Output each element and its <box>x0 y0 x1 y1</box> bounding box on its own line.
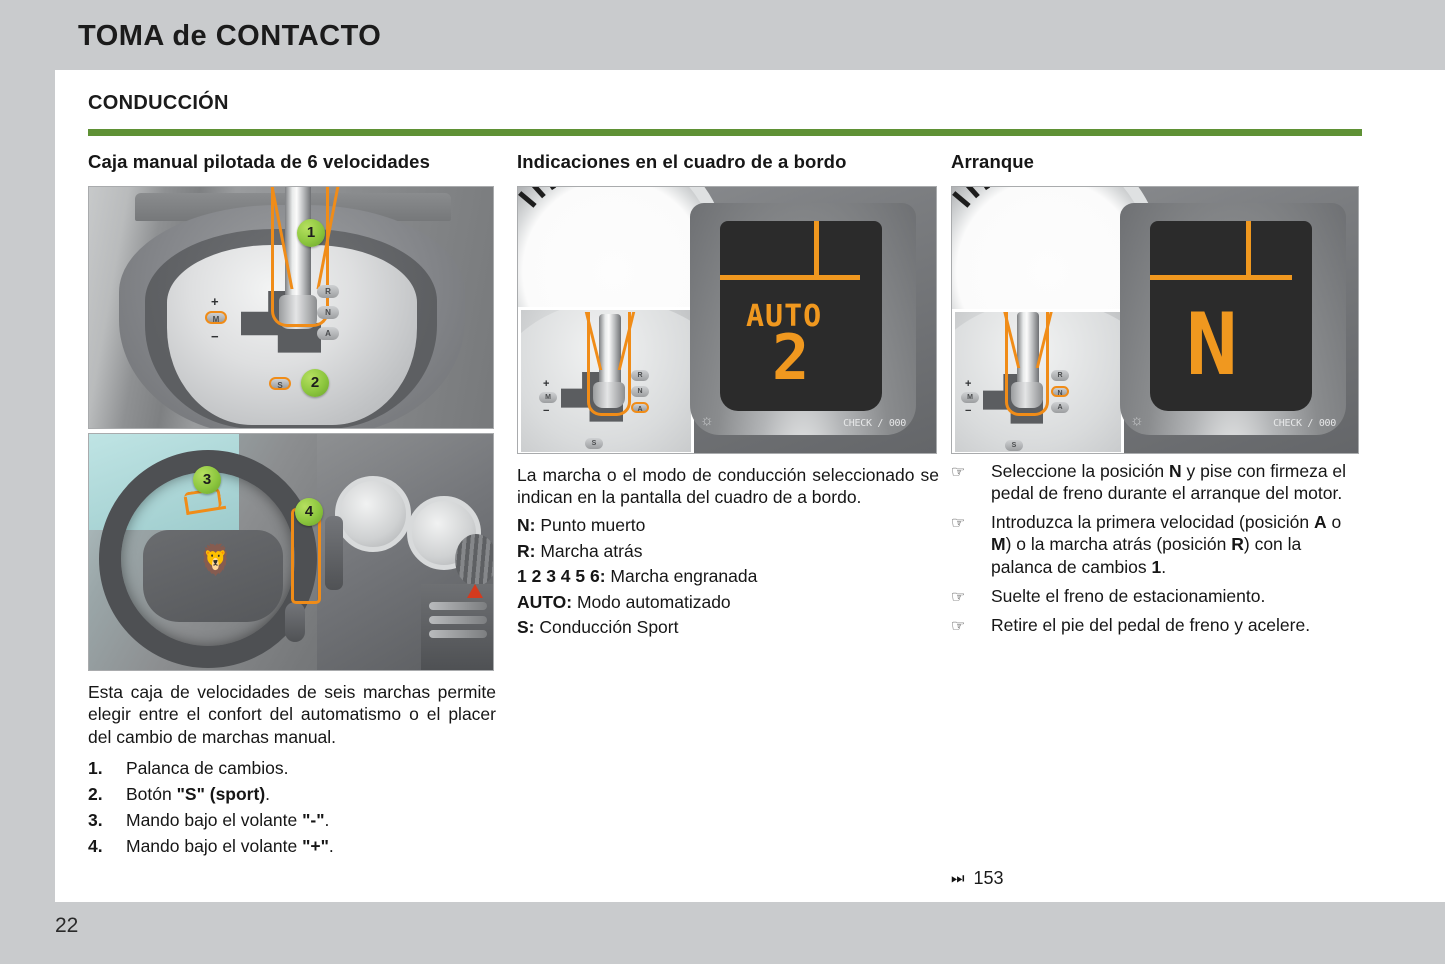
figure-cluster-display-auto <box>517 186 937 454</box>
manual-minus-sign: − <box>211 328 219 344</box>
inset-gate-label-r: R <box>1051 370 1069 381</box>
display-neutral-letter: N <box>1186 294 1238 395</box>
legend-text-3: Mando bajo el volante "-". <box>126 809 330 830</box>
display-gear-number: 2 <box>772 320 810 394</box>
pointing-hand-icon: ☞ <box>951 617 966 635</box>
peugeot-lion-logo: 🦁 <box>200 543 231 577</box>
display-vline <box>1246 221 1251 277</box>
startup-step-1-text: Seleccione la posición N y pise con firmeza el pedal de freno durante el arranque del motor. <box>991 460 1347 503</box>
lower-stalk <box>285 602 305 642</box>
figure-gear-lever-console <box>88 186 494 429</box>
legend-list <box>88 756 496 860</box>
display-housing <box>1120 203 1346 435</box>
legend-number-2: 2. <box>88 783 103 804</box>
callout-4: 4 <box>295 498 323 526</box>
def-desc-n: Punto muerto <box>535 515 646 536</box>
definition-item-auto <box>517 590 939 616</box>
display-check-text: CHECK / 000 <box>843 417 906 429</box>
column-left-heading: Caja manual pilotada de 6 velocidades <box>88 151 430 172</box>
pointing-hand-icon: ☞ <box>951 588 966 606</box>
brightness-icon: ☼ <box>700 411 714 429</box>
air-vent <box>455 534 494 586</box>
startup-step-2-text: Introduzca la primera velocidad (posición A o M) o la marcha atrás (posición R) con la palanca de cambios 1. <box>991 512 1342 577</box>
inset-gate-label-a: A <box>1051 402 1069 413</box>
pointing-hand-icon: ☞ <box>951 463 966 481</box>
cross-reference[interactable] <box>951 868 1004 889</box>
display-screen <box>1150 221 1312 411</box>
page-header <box>0 0 1445 70</box>
legend-item-3 <box>88 808 496 834</box>
section-heading: CONDUCCIÓN <box>88 92 229 114</box>
def-desc-r: Marcha atrás <box>535 540 643 561</box>
display-housing <box>690 203 916 435</box>
callout-1: 1 <box>297 219 325 247</box>
pointing-hand-icon: ☞ <box>951 515 966 533</box>
legend-text-2: Botón "S" (sport). <box>126 783 271 804</box>
def-term-s: S: <box>517 617 535 638</box>
column-middle-heading: Indicaciones en el cuadro de a bordo <box>517 151 847 172</box>
legend-number-4: 4. <box>88 835 103 856</box>
inset-gear-lever-auto <box>518 307 694 454</box>
definition-item-r <box>517 539 939 565</box>
def-term-auto: AUTO: <box>517 591 573 612</box>
def-desc-gears: Marcha engranada <box>605 566 758 587</box>
cross-reference-page: 153 <box>973 868 1004 888</box>
figure-cluster-display-neutral <box>951 186 1359 454</box>
inset-gate-label-n: N <box>631 386 649 397</box>
startup-step-4-text: Retire el pie del pedal de freno y acelere. <box>991 614 1311 635</box>
display-screen <box>720 221 882 411</box>
gate-label-a: A <box>317 327 339 340</box>
page-number: 22 <box>55 914 79 937</box>
manual-plus-sign: + <box>211 293 219 309</box>
brightness-icon: ☼ <box>1130 411 1144 429</box>
steering-column-stalk <box>325 516 343 590</box>
figure-steering-wheel <box>88 433 494 671</box>
legend-item-4 <box>88 834 496 860</box>
callout-3: 3 <box>193 466 221 494</box>
startup-step-2 <box>951 511 1361 578</box>
inset-sport-s: S <box>585 438 603 449</box>
display-auto-text: AUTO <box>746 298 823 334</box>
skip-forward-icon: ⏭ <box>951 870 965 887</box>
legend-item-2 <box>88 782 496 808</box>
display-hline <box>720 275 860 280</box>
startup-steps-list <box>951 460 1361 637</box>
left-paragraph: Esta caja de velocidades de seis marchas permite elegir entre el confort del automatismo o el placer del cambio de marchas manual. <box>88 681 496 748</box>
hazard-warning-icon <box>467 584 483 598</box>
content-card <box>55 70 1445 902</box>
legend-number-1: 1. <box>88 757 103 778</box>
display-vline <box>814 221 819 277</box>
legend-text-4: Mando bajo el volante "+". <box>126 835 334 856</box>
center-console-stack <box>421 584 494 671</box>
column-left <box>88 150 496 859</box>
inset-sport-s: S <box>1005 440 1023 451</box>
inset-gear-lever-neutral <box>952 309 1124 454</box>
callout-2: 2 <box>301 369 329 397</box>
console-button-row-3 <box>429 630 487 638</box>
console-button-row-2 <box>429 616 487 624</box>
sport-button-s: S <box>269 377 291 390</box>
legend-number-3: 3. <box>88 809 103 830</box>
legend-text-1: Palanca de cambios. <box>126 757 289 778</box>
def-term-n: N: <box>517 515 536 536</box>
display-check-text: CHECK / 000 <box>1273 417 1336 429</box>
display-hline <box>1150 275 1292 280</box>
column-right <box>951 150 1361 643</box>
book-section-title: TOMA de CONTACTO <box>78 20 382 52</box>
startup-step-4 <box>951 614 1361 636</box>
inset-manual-m: M <box>539 392 557 403</box>
inset-gate-label-r: R <box>631 370 649 381</box>
console-button-row-1 <box>429 602 487 610</box>
speedometer-dial <box>335 476 411 552</box>
section-divider-rule <box>88 129 1362 136</box>
gate-label-n: N <box>317 306 339 319</box>
inset-minus: − <box>965 404 972 417</box>
definition-item-gears <box>517 564 939 590</box>
definition-list <box>517 513 939 641</box>
inset-manual-m: M <box>961 392 979 403</box>
inset-plus: + <box>965 377 972 390</box>
def-desc-s: Conducción Sport <box>534 617 679 638</box>
inset-gate-label-n: N <box>1051 386 1069 397</box>
definition-item-n <box>517 513 939 539</box>
middle-paragraph: La marcha o el modo de conducción seleccionado se indican en la pantalla del cuadro de a bordo. <box>517 464 939 508</box>
definition-item-s <box>517 615 939 641</box>
inset-gate-label-a: A <box>631 402 649 413</box>
manual-mode-label-m: M <box>205 311 227 324</box>
column-right-heading: Arranque <box>951 151 1035 172</box>
inset-minus: − <box>543 404 550 417</box>
legend-item-1 <box>88 756 496 782</box>
inset-plus: + <box>543 377 550 390</box>
def-term-r: R: <box>517 540 536 561</box>
startup-step-3 <box>951 585 1361 607</box>
def-term-gears: 1 2 3 4 5 6: <box>517 566 606 587</box>
gate-label-r: R <box>317 285 339 298</box>
startup-step-1 <box>951 460 1361 504</box>
startup-step-3-text: Suelte el freno de estacionamiento. <box>991 585 1266 606</box>
column-middle <box>517 150 939 641</box>
def-desc-auto: Modo automatizado <box>572 591 731 612</box>
